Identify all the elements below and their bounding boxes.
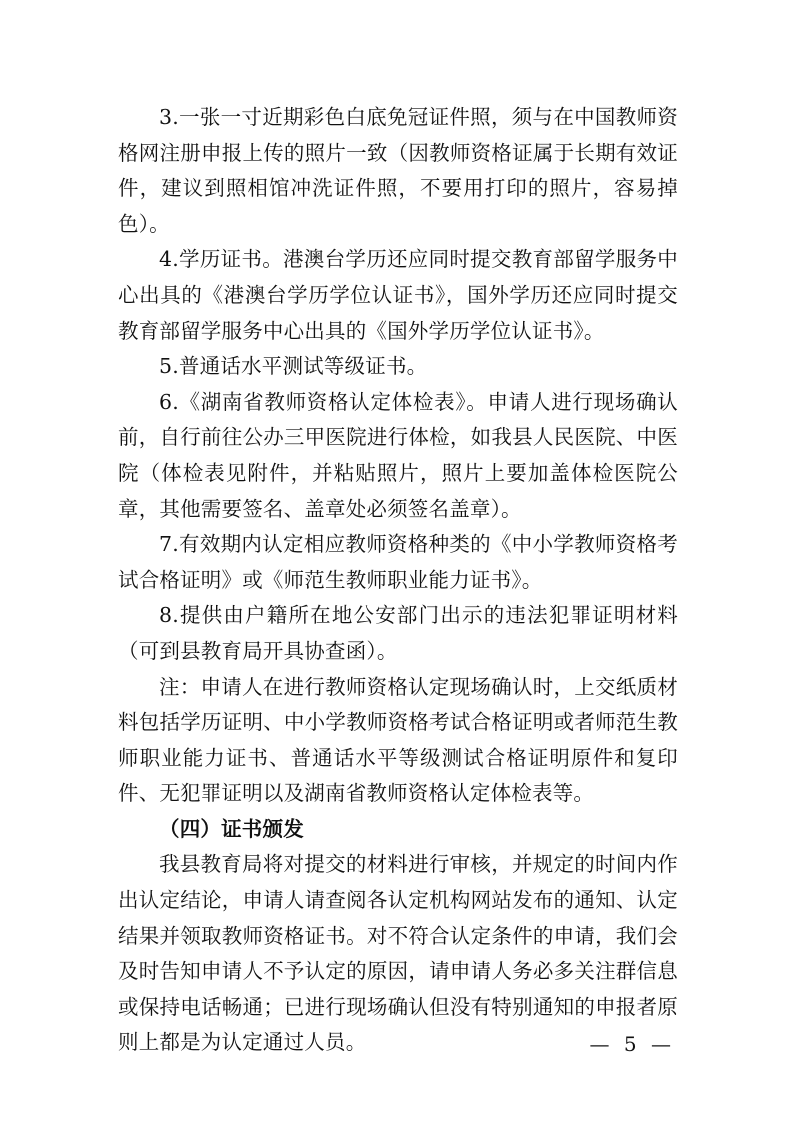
paragraph-item-7-exam-certificate: 7.有效期内认定相应教师资格种类的《中小学教师资格考试合格证明》或《师范生教师职业能力证书》。 xyxy=(118,532,678,592)
paragraph-item-8-criminal-record: 8.提供由户籍所在地公安部门出示的违法犯罪证明材料（可到县教育局开具协查函）。 xyxy=(118,603,678,663)
page-number: — 5 — xyxy=(589,1032,675,1056)
paragraph-item-3-photo: 3.一张一寸近期彩色白底免冠证件照，须与在中国教师资格网注册申报上传的照片一致（因教师资格证属于长期有效证件，建议到照相馆冲洗证件照，不要用打印的照片，容易掉色）。 xyxy=(118,105,678,236)
paragraph-item-5-mandarin: 5.普通话水平测试等级证书。 xyxy=(159,354,428,379)
section-heading-certificate-issue: （四）证书颁发 xyxy=(159,816,304,841)
paragraph-certificate-issue: 我县教育局将对提交的材料进行审核，并规定的时间内作出认定结论，申请人请查阅各认定机构网站发布的通知、认定结果并领取教师资格证书。对不符合认定条件的申请，我们会及时告知申请人不予认定的原因，请申请人务必多关注群信息或保持电话畅通；已进行现场确认但没有特别通知的申报者原则上都是为认定通过人员。 xyxy=(118,852,678,1055)
paragraph-note: 注：申请人在进行教师资格认定现场确认时，上交纸质材料包括学历证明、中小学教师资格考试合格证明或者师范生教师职业能力证书、普通话水平等级测试合格证明原件和复印件、无犯罪证明以及湖南省教师资格认定体检表等。 xyxy=(118,674,678,806)
document-body xyxy=(118,100,678,1061)
paragraph-item-4-diploma: 4.学历证书。港澳台学历还应同时提交教育部留学服务中心出具的《港澳台学历学位认证书》，国外学历还应同时提交教育部留学服务中心出具的《国外学历学位认证书》。 xyxy=(118,247,678,343)
paragraph-item-6-health-check: 6.《湖南省教师资格认定体检表》。申请人进行现场确认前，自行前往公办三甲医院进行体检，如我县人民医院、中医院（体检表见附件，并粘贴照片，照片上要加盖体检医院公章，其他需要签名、盖章处必须签名盖章）。 xyxy=(118,389,678,521)
